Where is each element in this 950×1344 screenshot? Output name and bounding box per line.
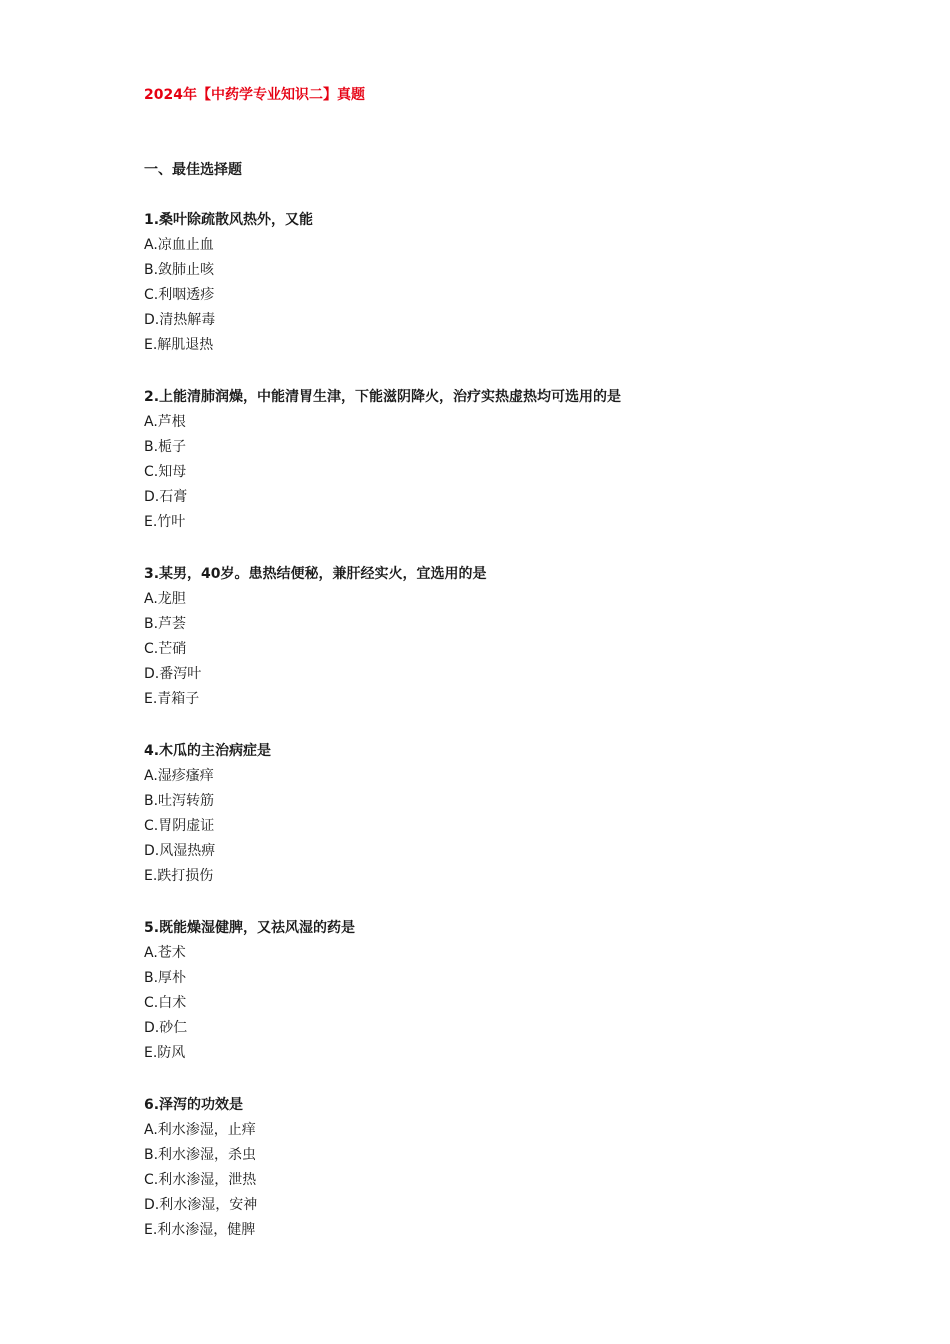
option-e: E.利水渗湿，健脾	[144, 1222, 256, 1238]
document-title: 2024年【中药学专业知识二】真题	[144, 87, 365, 103]
option-e: E.解肌退热	[144, 337, 214, 353]
question-3	[144, 562, 844, 712]
option-e: E.防风	[144, 1045, 186, 1061]
option-b: B.敛肺止咳	[144, 262, 215, 278]
option-a: A.湿疹瘙痒	[144, 768, 214, 784]
question-stem: 4.木瓜的主治病症是	[144, 743, 272, 759]
question-5	[144, 916, 844, 1066]
option-c: C.知母	[144, 464, 187, 480]
option-e: E.青箱子	[144, 691, 200, 707]
option-c: C.利咽透疹	[144, 287, 215, 303]
option-c: C.胃阴虚证	[144, 818, 215, 834]
option-b: B.栀子	[144, 439, 187, 455]
option-d: D.利水渗湿，安神	[144, 1197, 258, 1213]
option-d: D.番泻叶	[144, 666, 202, 682]
option-c: C.芒硝	[144, 641, 187, 657]
question-2	[144, 385, 844, 535]
option-d: D.风湿热痹	[144, 843, 216, 859]
question-4	[144, 739, 844, 889]
option-b: B.利水渗湿，杀虫	[144, 1147, 257, 1163]
option-a: A.芦根	[144, 414, 186, 430]
option-c: C.利水渗湿，泄热	[144, 1172, 257, 1188]
document-page	[144, 84, 844, 1243]
option-e: E.竹叶	[144, 514, 186, 530]
question-stem: 1.桑叶除疏散风热外，又能	[144, 212, 314, 228]
section-title: 一、最佳选择题	[144, 162, 242, 178]
question-1	[144, 208, 844, 358]
question-stem: 3.某男，40岁。患热结便秘，兼肝经实火，宜选用的是	[144, 566, 487, 582]
option-b: B.吐泻转筋	[144, 793, 215, 809]
option-d: D.石膏	[144, 489, 188, 505]
question-stem: 5.既能燥湿健脾，又祛风湿的药是	[144, 920, 356, 936]
option-b: B.厚朴	[144, 970, 187, 986]
question-stem: 2.上能清肺润燥，中能清胃生津，下能滋阴降火，治疗实热虚热均可选用的是	[144, 389, 622, 405]
option-b: B.芦荟	[144, 616, 187, 632]
option-e: E.跌打损伤	[144, 868, 214, 884]
question-6	[144, 1093, 844, 1243]
question-stem: 6.泽泻的功效是	[144, 1097, 244, 1113]
option-c: C.白术	[144, 995, 187, 1011]
option-a: A.凉血止血	[144, 237, 214, 253]
option-d: D.清热解毒	[144, 312, 216, 328]
option-d: D.砂仁	[144, 1020, 188, 1036]
option-a: A.苍术	[144, 945, 186, 961]
option-a: A.龙胆	[144, 591, 186, 607]
option-a: A.利水渗湿，止痒	[144, 1122, 256, 1138]
